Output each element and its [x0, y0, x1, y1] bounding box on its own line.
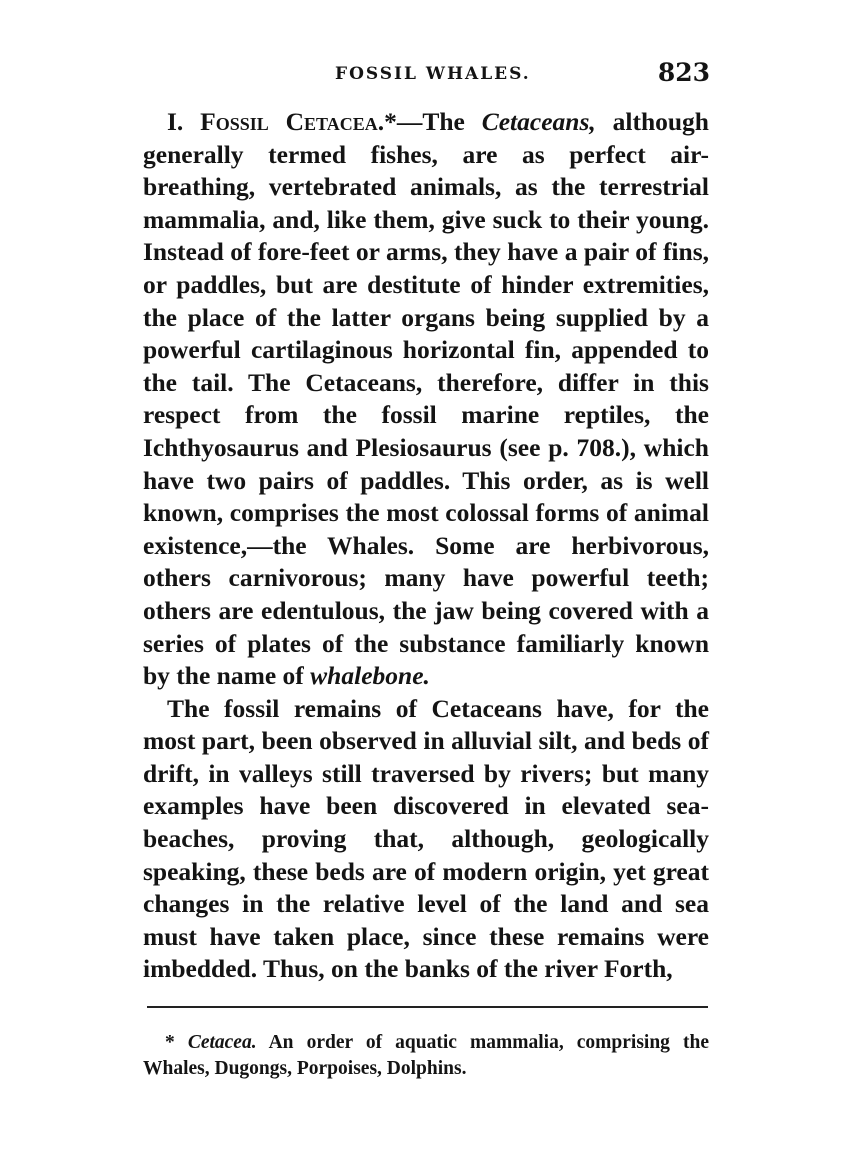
- paragraph-2: The fossil remains of Cetaceans have, for the most part, been observed in alluvial silt, and beds of drift, in valleys still traversed by rivers; but many examples have been discovered in elevated sea-beaches, proving that, although, geologically speaking, these beds are of modern origin, yet great changes in the relative level of the land and sea must have taken place, since these remains were imbedded. Thus, on the banks of the river Forth,: [143, 693, 709, 984]
- footnote: [143, 1030, 709, 1082]
- paragraph-1: [143, 106, 709, 693]
- footnote-text: An order of aquatic mammalia, comprising the Whales, Dugongs, Porpoises, Dolphins.: [143, 1032, 709, 1079]
- term-whalebone: whalebone.: [310, 661, 430, 691]
- heading-dash: —The: [396, 107, 465, 136]
- footnote-term: Cetacea.: [187, 1032, 257, 1053]
- term-cetaceans: Cetaceans,: [481, 107, 596, 136]
- section-heading: Fossil Cetacea.: [200, 107, 385, 136]
- body-text: [143, 106, 709, 986]
- running-title: FOSSIL WHALES.: [335, 64, 531, 84]
- running-head: [145, 58, 710, 92]
- footnote-reference: *: [384, 107, 397, 136]
- footnote-marker: *: [165, 1032, 175, 1053]
- section-numeral: I.: [167, 107, 184, 136]
- paragraph-1-text: although generally termed fishes, are as perfect air-breathing, vertebrated animals, as the terrestrial mammalia, and, like them, give suck to their young. Instead of fore-feet or arms, they have a pair of fins, or paddles, but are destitute of hinder extremities, the place of the latter organs being supplied by a powerful cartilaginous horizontal fin, appended to the tail. The Cetaceans, therefore, differ in this respect from the fossil marine reptiles, the Ichthyosaurus and Plesiosaurus (see p. 708.), which have two pairs of paddles. This order, as is well known, comprises the most colossal forms of animal existence,—the Whales. Some are herbivorous, others carnivorous; many have powerful teeth; others are edentulous, the jaw being covered with a series of plates of the substance familiarly known by the name of: [143, 107, 709, 691]
- footnote-rule: [147, 1006, 708, 1008]
- page-number: 823: [657, 58, 710, 87]
